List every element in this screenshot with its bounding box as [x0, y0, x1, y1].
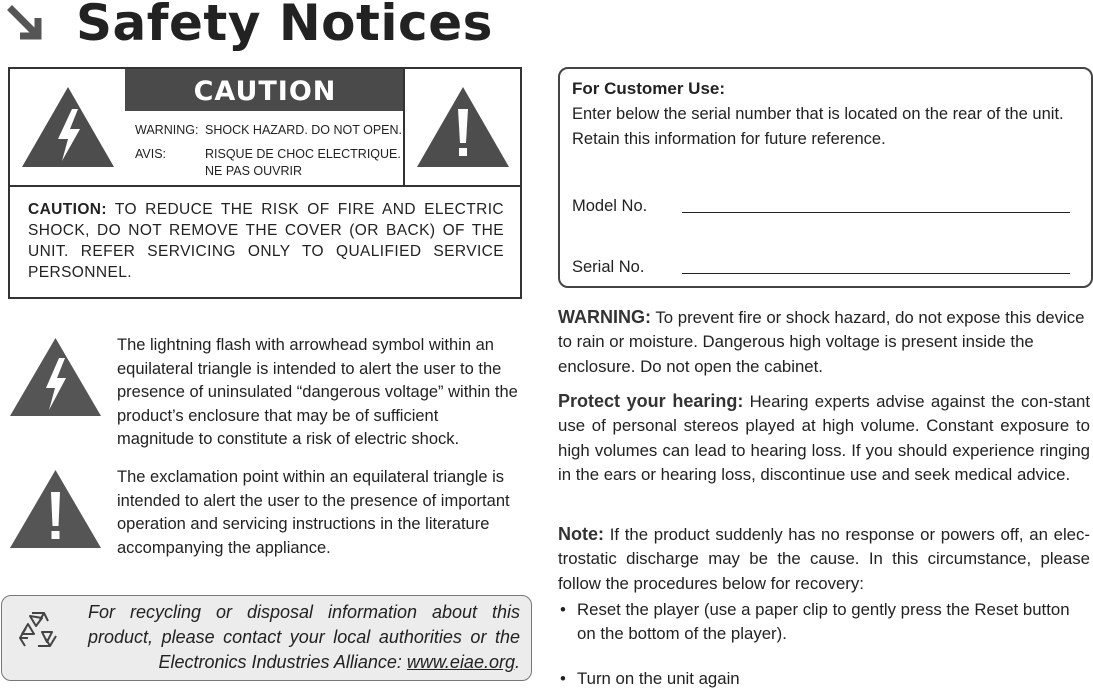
warning-body: To prevent fire or shock hazard, do not expose this device to rain or moisture. Dangerous high voltage is present inside the enclosure. Do not open the cabinet.: [558, 308, 1085, 376]
caution-label-panel: [125, 69, 405, 185]
model-number-label: Model No.: [572, 197, 648, 215]
avis-row-2: NE PAS OUVRIR: [205, 164, 303, 178]
avis-row: [135, 147, 401, 161]
serial-number-line[interactable]: [682, 273, 1070, 274]
warning-row: [135, 123, 402, 137]
caution-text: TO REDUCE THE RISK OF FIRE AND ELECTRIC SHOCK, DO NOT REMOVE THE COVER (OR BACK) OF THE UNIT. REFER SERVICING ONLY TO QUALIFIED SERVICE PERSONNEL.: [28, 201, 504, 281]
serial-number-label: Serial No.: [572, 258, 645, 276]
customer-use-instructions: Enter below the serial number that is located on the rear of the unit. Retain this information for future reference.: [572, 105, 1064, 148]
lightning-warning-cell: [10, 69, 127, 185]
model-number-line[interactable]: [682, 212, 1070, 213]
caution-divider: [10, 185, 520, 187]
caution-lead: CAUTION:: [28, 201, 107, 218]
warning-paragraph: [558, 305, 1090, 379]
caution-heading: CAUTION: [125, 69, 405, 111]
list-item: [560, 667, 1085, 691]
exclamation-triangle-icon: [8, 468, 103, 550]
bullet-dot: •: [560, 669, 566, 688]
curved-arrow-icon: [6, 4, 52, 50]
caution-statement: [28, 199, 504, 283]
lightning-triangle-icon: [8, 336, 103, 418]
avis-label: AVIS:: [135, 147, 167, 161]
warning-lead: WARNING:: [558, 307, 651, 327]
warning-label: WARNING:: [135, 123, 199, 137]
avis-text: RISQUE DE CHOC ELECTRIQUE.: [205, 147, 401, 161]
hearing-body: Hearing experts advise against the con-stant use of personal stereos played at high volume. Constant exposure to high volumes can lead to hearing loss. If you should experience ringing in the ears or hearing loss, discontinue use and seek medical advice.: [558, 392, 1091, 484]
exclamation-description: The exclamation point within an equilateral triangle is intended to alert the user to the presence of important operation and servicing instructions in the literature accompanying the appliance.: [117, 468, 510, 557]
exclamation-warning-cell: [403, 69, 520, 185]
note-body: If the product suddenly has no response or powers off, an elec-trostatic discharge may be the cause. In this circumstance, please follow the procedures below for recovery:: [558, 525, 1090, 593]
caution-warning-lines: [125, 111, 405, 185]
recycling-text: [88, 600, 520, 675]
list-item: [560, 598, 1085, 648]
hearing-paragraph: [558, 389, 1090, 487]
lightning-description: The lightning flash with arrowhead symbol within an equilateral triangle is intended to alert the user to the presence of uninsulated “dangerous voltage” within the product’s enclosure that may be of sufficient magnitude to constitute a risk of electric shock.: [117, 336, 518, 448]
customer-use-box: [558, 67, 1093, 288]
lightning-triangle-icon: [20, 83, 116, 171]
note-paragraph: [558, 522, 1090, 596]
exclamation-triangle-icon: [415, 83, 511, 171]
eiae-link[interactable]: www.eiae.org: [406, 652, 515, 672]
page-title: Safety Notices: [76, 0, 493, 52]
bullet-dot: •: [560, 600, 566, 619]
recycling-notice: [1, 595, 532, 681]
note-lead: Note:: [558, 524, 604, 544]
customer-use-title: For Customer Use:: [572, 79, 726, 98]
warning-text: SHOCK HAZARD. DO NOT OPEN.: [205, 123, 403, 137]
caution-box: [8, 67, 522, 299]
hearing-lead: Protect your hearing:: [558, 391, 744, 411]
recycling-end: .: [514, 652, 520, 672]
recycling-body: For recycling or disposal information about this product, please contact your local authorities or the Electronics Industries Alliance:: [88, 602, 520, 672]
bullet-text: Turn on the unit again: [577, 669, 740, 688]
recycle-icon: [16, 610, 60, 650]
bullet-text: Reset the player (use a paper clip to gently press the Reset button on the bottom of the player).: [577, 600, 1070, 644]
